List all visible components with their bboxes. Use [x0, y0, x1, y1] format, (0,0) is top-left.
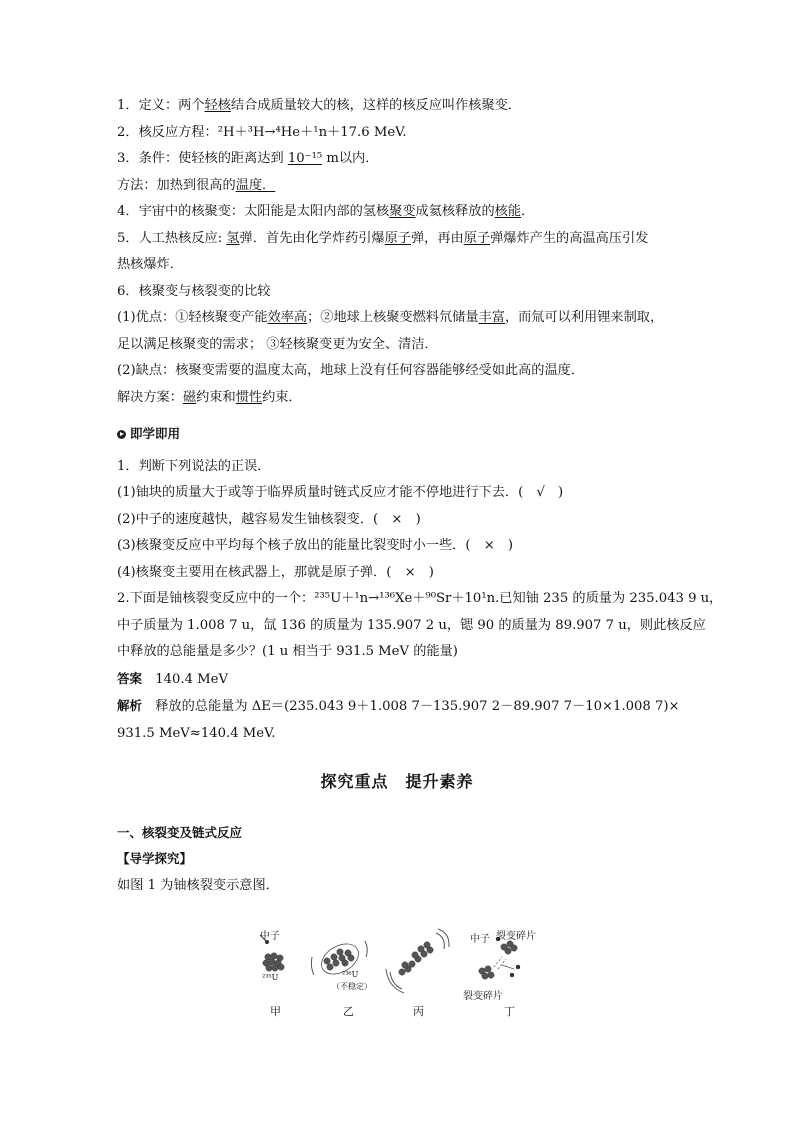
question-1-1: (1)铀块的质量大于或等于临界质量时链式反应才能不停地进行下去．( √ ) [117, 485, 564, 500]
blank-answer: 惯性 [235, 389, 263, 405]
text: 结合成质量较大的核，这样的核反应叫作核聚变． [230, 98, 522, 113]
figure-intro: 如图 1 为铀核裂变示意图． [117, 877, 279, 893]
label-fragment-bottom: 裂变碎片 [463, 991, 503, 1002]
blank-answer: 原子 [384, 230, 411, 246]
text: 5．人工热核反应: [117, 230, 227, 246]
definition-line [117, 93, 677, 120]
section-title: 探究重点 提升素养 [320, 772, 474, 791]
question-2-cont: 中释放的总能量是多少？(1 u 相当于 931.5 MeV 的能量) [117, 644, 458, 659]
answer-line [117, 666, 677, 694]
advantages-line-cont: 足以满足核聚变的需求； ③轻核聚变更为安全、清洁． [117, 336, 438, 352]
guide-label: 【导学探究】 [117, 851, 193, 866]
question-2: 2.下面是铀核裂变反应中的一个：²³⁵U＋¹n→¹³⁶Xe＋⁹⁰Sr＋10¹n.已知铀 235 的质量为 235.043 9 u， [117, 591, 723, 606]
label-ding: 丁 [504, 1005, 515, 1018]
analysis-line-cont: 931.5 MeV≈140.4 MeV. [117, 725, 276, 741]
subsection-title: 一、核裂变及链式反应 [117, 824, 243, 840]
text: 弹，再由 [410, 230, 464, 246]
blank-answer: 核能 [494, 204, 522, 219]
label-jia: 甲 [270, 1005, 281, 1018]
text: ，而氚可以利用锂来制取， [504, 310, 664, 325]
analysis-line [117, 693, 680, 721]
question-2-cont: 中子质量为 1.008 7 u，氙 136 的质量为 135.907 2 u，锶 90 的质量为 89.907 7 u，则此核反应 [117, 617, 706, 633]
blank-answer: 轻核 [204, 98, 231, 113]
artificial-line [117, 226, 677, 253]
text: 弹．首先由化学炸药引爆 [239, 230, 385, 246]
text: ． [521, 204, 535, 219]
blank-answer: 磁 [182, 389, 197, 405]
blank-answer: 原子 [463, 230, 491, 246]
analysis-text: 释放的总能量为 ΔE＝(235.043 9＋1.008 7－135.907 2－89.907 7－10×1.008 7)× [155, 699, 680, 714]
document-body [117, 93, 723, 899]
label-u235: ²³⁵U [262, 973, 279, 982]
play-icon [117, 430, 126, 439]
text: 成氦核释放的 [415, 204, 495, 219]
practice-heading [117, 421, 677, 448]
method-line [117, 173, 677, 200]
practice-heading-label: 即学即用 [130, 426, 181, 441]
text: 3．条件：使轻核的距离达到 [117, 151, 288, 166]
blank-answer: 温度． [235, 177, 276, 193]
label-u236: ²³⁶U [342, 970, 359, 979]
question-1-3: (3)核聚变反应中平均每个核子放出的能量比裂变时小一些．( × ) [117, 538, 514, 553]
compare-heading: 6．核聚变与核裂变的比较 [117, 283, 271, 299]
artificial-line-cont: 热核爆炸． [117, 257, 183, 272]
label-bing: 丙 [413, 1005, 424, 1018]
text: ；②地球上核聚变燃料氘储量 [307, 310, 479, 325]
blank-answer: 丰富 [478, 310, 505, 325]
question-1-2: (2)中子的速度越快，越容易发生铀核裂变．( × ) [117, 511, 421, 527]
question-1-4: (4)核聚变主要用在核武器上，那就是原子弹．( × ) [117, 564, 434, 580]
text: 弹爆炸产生的高温高压引发 [490, 230, 649, 246]
label-fragment-top: 裂变碎片 [496, 931, 536, 942]
blank-answer: 氢 [226, 230, 240, 246]
label-unstable: （不稳定） [332, 982, 372, 991]
label-neutron: 中子 [260, 931, 280, 942]
label-neutron-2: 中子 [470, 934, 490, 945]
fission-diagram [250, 927, 580, 1022]
text: 约束和 [196, 389, 236, 405]
stage-bing [386, 929, 449, 993]
blank-answer: 聚变 [389, 204, 416, 219]
text: 约束． [262, 389, 302, 405]
question-1: 1．判断下列说法的正误． [117, 458, 271, 474]
disadvantages-line: (2)缺点：核聚变需要的温度太高，地球上没有任何容器能够经受如此高的温度． [117, 363, 585, 378]
solution-line [117, 385, 677, 412]
blank-answer: 效率高 [267, 310, 308, 325]
text: 4．宇宙中的核聚变：太阳能是太阳内部的氢核 [117, 204, 390, 219]
analysis-label: 解析 [117, 698, 143, 713]
advantages-line [117, 305, 677, 332]
answer-value: 140.4 MeV [155, 671, 228, 687]
text: m以内． [322, 151, 379, 166]
stage-yi [311, 938, 367, 981]
text: 1．定义：两个 [117, 98, 205, 113]
text: (1)优点：①轻核聚变产能 [117, 310, 268, 325]
text: 解决方案： [117, 389, 183, 405]
blank-answer: 10⁻¹⁵ [287, 151, 323, 166]
text: 方法：加热到很高的 [117, 177, 236, 193]
universe-line [117, 199, 677, 226]
condition-line [117, 146, 677, 173]
label-yi: 乙 [343, 1005, 354, 1018]
equation-line: 2．核反应方程：²H＋³H→⁴He＋¹n＋17.6 MeV. [117, 124, 407, 140]
answer-label: 答案 [117, 670, 143, 686]
